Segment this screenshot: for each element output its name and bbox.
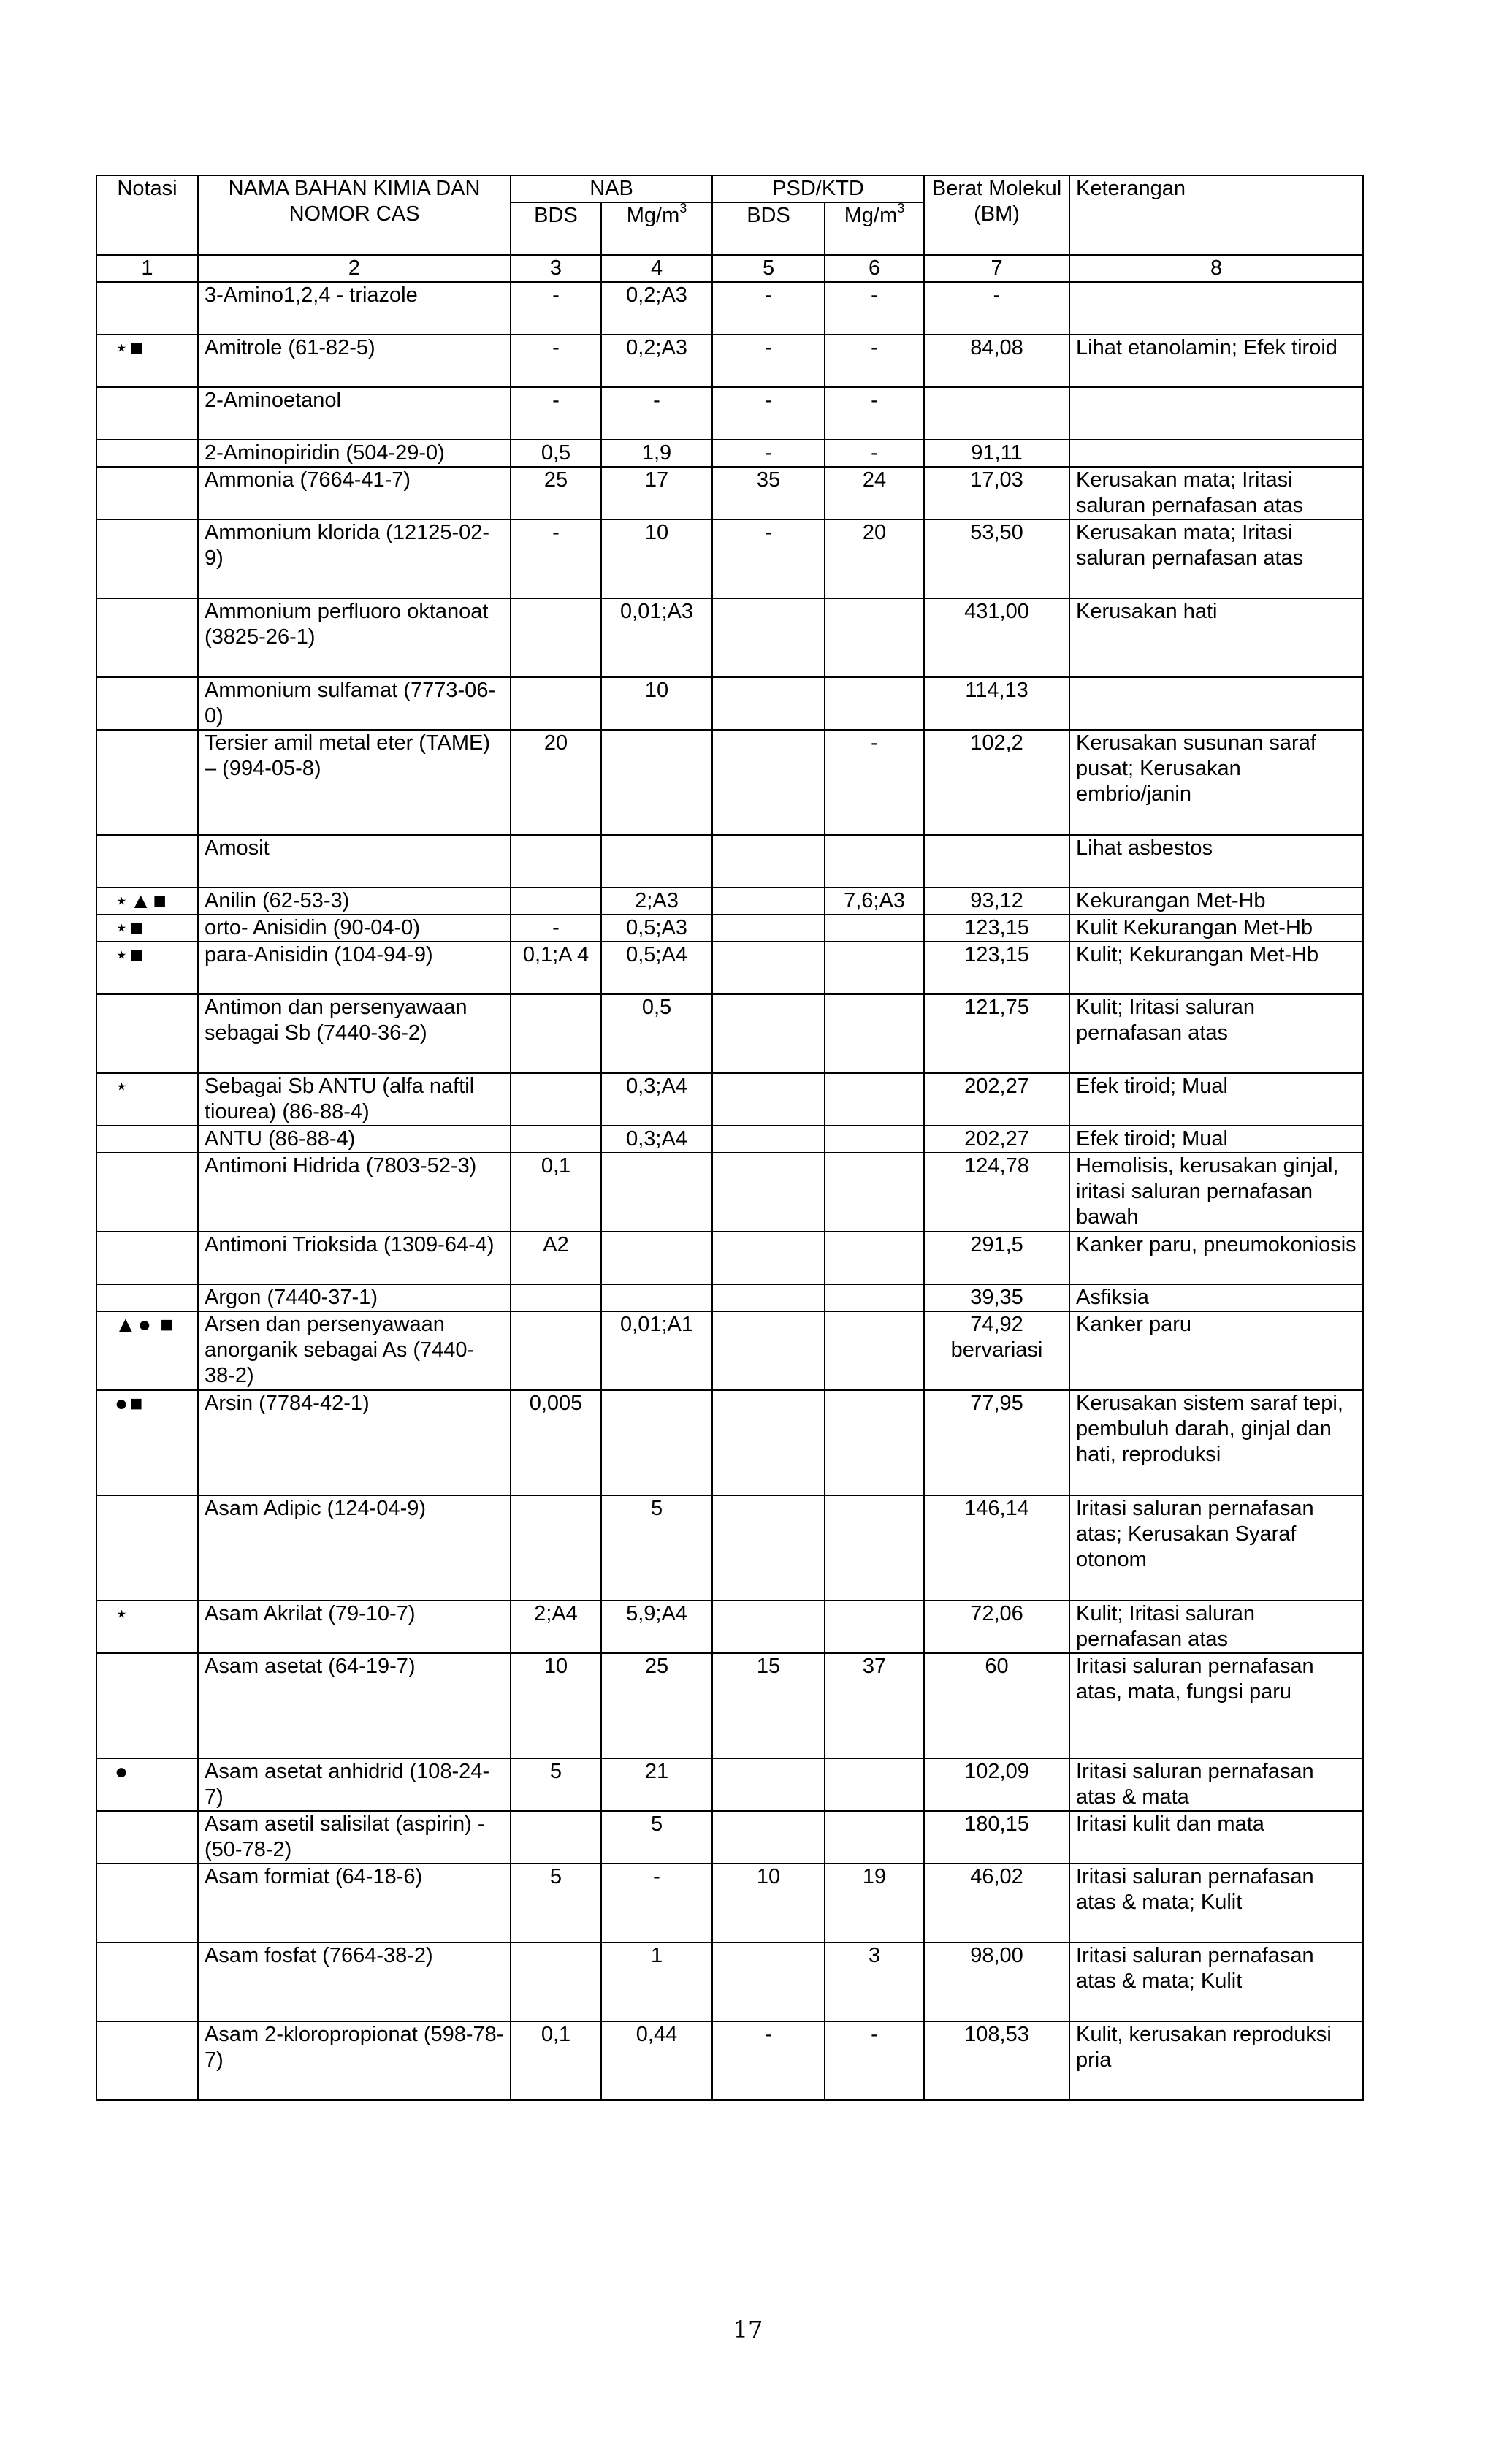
table-row (96, 1495, 1363, 1601)
molecular-weight: 91,11 (924, 440, 1069, 467)
notasi-symbols (96, 1495, 198, 1601)
table-row (96, 1232, 1363, 1284)
header-nama: NAMA BAHAN KIMIA DAN NOMOR CAS (198, 175, 511, 255)
header-psd: PSD/KTD (712, 175, 924, 202)
table-row (96, 915, 1363, 942)
psd-bds-value (712, 1942, 825, 2021)
psd-bds-value (712, 915, 825, 942)
column-number: 6 (825, 255, 924, 282)
notasi-symbols (96, 1864, 198, 1942)
nab-mgm-value: 0,2;A3 (601, 282, 712, 335)
molecular-weight: - (924, 282, 1069, 335)
table-row (96, 942, 1363, 994)
nab-mgm-value: 1 (601, 1942, 712, 2021)
notasi-symbols: ●■ (96, 1390, 198, 1495)
nab-bds-value (511, 1284, 601, 1311)
nab-mgm-value: 0,5;A3 (601, 915, 712, 942)
nab-bds-value (511, 677, 601, 730)
page-number: 17 (733, 2316, 763, 2343)
nab-bds-value: - (511, 915, 601, 942)
header-nab: NAB (511, 175, 712, 202)
molecular-weight (924, 387, 1069, 440)
psd-mgm-value: 7,6;A3 (825, 888, 924, 915)
notasi-symbols (96, 2021, 198, 2100)
table-row (96, 1390, 1363, 1495)
notasi-symbols: ⋆■ (96, 915, 198, 942)
keterangan-text: Kanker paru (1069, 1311, 1363, 1390)
psd-mgm-value (825, 942, 924, 994)
chemical-name: Ammonium perfluoro oktanoat (3825-26-1) (198, 598, 511, 677)
nab-bds-value (511, 994, 601, 1073)
keterangan-text: Iritasi kulit dan mata (1069, 1811, 1363, 1864)
molecular-weight: 74,92 bervariasi (924, 1311, 1069, 1390)
psd-bds-value (712, 994, 825, 1073)
notasi-symbols (96, 598, 198, 677)
molecular-weight: 93,12 (924, 888, 1069, 915)
column-number: 8 (1069, 255, 1363, 282)
table-row (96, 282, 1363, 335)
notasi-symbols (96, 1284, 198, 1311)
notasi-symbols: ▲● ■ (96, 1311, 198, 1390)
keterangan-text (1069, 282, 1363, 335)
header-berat-molekul: Berat Molekul (BM) (924, 175, 1069, 255)
table-row (96, 1284, 1363, 1311)
psd-mgm-value (825, 835, 924, 888)
nab-mgm-value: 0,3;A4 (601, 1073, 712, 1126)
keterangan-text: Iritasi saluran pernafasan atas & mata (1069, 1758, 1363, 1811)
nab-mgm-value: 0,01;A1 (601, 1311, 712, 1390)
psd-mgm-value: - (825, 387, 924, 440)
psd-bds-value (712, 1126, 825, 1153)
column-number: 2 (198, 255, 511, 282)
molecular-weight: 108,53 (924, 2021, 1069, 2100)
keterangan-text: Kulit, kerusakan reproduksi pria (1069, 2021, 1363, 2100)
notasi-symbols (96, 1126, 198, 1153)
chemical-name: Asam Adipic (124-04-9) (198, 1495, 511, 1601)
psd-mgm-value (825, 1073, 924, 1126)
table-row (96, 1758, 1363, 1811)
nab-bds-value (511, 1942, 601, 2021)
notasi-symbols (96, 1653, 198, 1758)
chemical-name: Asam asetat (64-19-7) (198, 1653, 511, 1758)
psd-mgm-value: - (825, 2021, 924, 2100)
chemical-exposure-table (96, 175, 1364, 2101)
nab-mgm-value: 2;A3 (601, 888, 712, 915)
psd-bds-value (712, 677, 825, 730)
keterangan-text: Iritasi saluran pernafasan atas & mata; Kulit (1069, 1864, 1363, 1942)
psd-bds-value (712, 1311, 825, 1390)
nab-mgm-value: 5 (601, 1811, 712, 1864)
keterangan-text (1069, 677, 1363, 730)
molecular-weight: 291,5 (924, 1232, 1069, 1284)
unit-superscript: 3 (679, 202, 687, 216)
molecular-weight: 84,08 (924, 335, 1069, 387)
nab-mgm-value: - (601, 387, 712, 440)
keterangan-text: Kekurangan Met-Hb (1069, 888, 1363, 915)
chemical-name: Antimoni Trioksida (1309-64-4) (198, 1232, 511, 1284)
nab-bds-value: 10 (511, 1653, 601, 1758)
unit-superscript: 3 (897, 202, 905, 216)
nab-bds-value (511, 1073, 601, 1126)
molecular-weight: 60 (924, 1653, 1069, 1758)
column-number: 1 (96, 255, 198, 282)
chemical-name: ANTU (86-88-4) (198, 1126, 511, 1153)
psd-bds-value (712, 1758, 825, 1811)
psd-mgm-value (825, 598, 924, 677)
psd-bds-value: - (712, 440, 825, 467)
molecular-weight: 146,14 (924, 1495, 1069, 1601)
psd-bds-value: - (712, 519, 825, 598)
nab-mgm-value: 0,44 (601, 2021, 712, 2100)
nab-mgm-value (601, 1153, 712, 1232)
psd-bds-value (712, 1153, 825, 1232)
psd-bds-value (712, 1073, 825, 1126)
notasi-symbols (96, 387, 198, 440)
psd-bds-value: - (712, 335, 825, 387)
nab-bds-value: 5 (511, 1758, 601, 1811)
chemical-name: Asam Akrilat (79-10-7) (198, 1601, 511, 1653)
molecular-weight: 114,13 (924, 677, 1069, 730)
psd-bds-value (712, 1601, 825, 1653)
psd-mgm-value (825, 1390, 924, 1495)
nab-mgm-value: 0,2;A3 (601, 335, 712, 387)
chemical-name: 2-Aminoetanol (198, 387, 511, 440)
table-row (96, 440, 1363, 467)
nab-mgm-value: 10 (601, 677, 712, 730)
psd-mgm-value: 24 (825, 467, 924, 519)
keterangan-text: Asfiksia (1069, 1284, 1363, 1311)
chemical-name: Arsin (7784-42-1) (198, 1390, 511, 1495)
keterangan-text: Kerusakan mata; Iritasi saluran pernafasan atas (1069, 519, 1363, 598)
psd-mgm-value: 20 (825, 519, 924, 598)
molecular-weight: 46,02 (924, 1864, 1069, 1942)
header-nab-bds: BDS (511, 202, 601, 255)
unit-label: Mg/m (844, 204, 898, 227)
notasi-symbols (96, 835, 198, 888)
nab-mgm-value: 5 (601, 1495, 712, 1601)
psd-bds-value: - (712, 387, 825, 440)
table-row (96, 1153, 1363, 1232)
notasi-symbols (96, 440, 198, 467)
notasi-symbols: ● (96, 1758, 198, 1811)
psd-bds-value (712, 888, 825, 915)
nab-bds-value: 2;A4 (511, 1601, 601, 1653)
psd-mgm-value: 19 (825, 1864, 924, 1942)
chemical-name: Asam formiat (64-18-6) (198, 1864, 511, 1942)
keterangan-text: Lihat asbestos (1069, 835, 1363, 888)
molecular-weight: 123,15 (924, 942, 1069, 994)
keterangan-text: Lihat etanolamin; Efek tiroid (1069, 335, 1363, 387)
keterangan-text: Iritasi saluran pernafasan atas, mata, fungsi paru (1069, 1653, 1363, 1758)
psd-mgm-value (825, 1311, 924, 1390)
psd-bds-value (712, 835, 825, 888)
chemical-name: Antimon dan persenyawaan sebagai Sb (7440-36-2) (198, 994, 511, 1073)
table-row (96, 598, 1363, 677)
psd-mgm-value (825, 994, 924, 1073)
psd-mgm-value (825, 1495, 924, 1601)
nab-bds-value (511, 888, 601, 915)
nab-bds-value (511, 1126, 601, 1153)
keterangan-text: Iritasi saluran pernafasan atas & mata; Kulit (1069, 1942, 1363, 2021)
psd-mgm-value: - (825, 282, 924, 335)
nab-mgm-value: 1,9 (601, 440, 712, 467)
nab-mgm-value: 25 (601, 1653, 712, 1758)
chemical-name: Arsen dan persenyawaan anorganik sebagai As (7440-38-2) (198, 1311, 511, 1390)
column-number: 5 (712, 255, 825, 282)
table-row (96, 2021, 1363, 2100)
keterangan-text: Hemolisis, kerusakan ginjal, iritasi saluran pernafasan bawah (1069, 1153, 1363, 1232)
psd-mgm-value (825, 1153, 924, 1232)
nab-mgm-value: 5,9;A4 (601, 1601, 712, 1653)
notasi-symbols (96, 730, 198, 835)
psd-bds-value: - (712, 2021, 825, 2100)
table-row (96, 1864, 1363, 1942)
psd-mgm-value (825, 1232, 924, 1284)
psd-bds-value (712, 1811, 825, 1864)
molecular-weight: 77,95 (924, 1390, 1069, 1495)
psd-bds-value: 35 (712, 467, 825, 519)
table-row (96, 519, 1363, 598)
molecular-weight: 102,2 (924, 730, 1069, 835)
nab-bds-value (511, 598, 601, 677)
psd-mgm-value (825, 1758, 924, 1811)
molecular-weight (924, 835, 1069, 888)
table-row (96, 677, 1363, 730)
chemical-name: Tersier amil metal eter (TAME) – (994-05-8) (198, 730, 511, 835)
molecular-weight: 431,00 (924, 598, 1069, 677)
nab-bds-value: 0,005 (511, 1390, 601, 1495)
nab-bds-value: 5 (511, 1864, 601, 1942)
notasi-symbols: ⋆■ (96, 335, 198, 387)
keterangan-text: Efek tiroid; Mual (1069, 1126, 1363, 1153)
keterangan-text: Efek tiroid; Mual (1069, 1073, 1363, 1126)
molecular-weight: 124,78 (924, 1153, 1069, 1232)
keterangan-text: Kerusakan hati (1069, 598, 1363, 677)
psd-mgm-value: 37 (825, 1653, 924, 1758)
psd-bds-value (712, 1284, 825, 1311)
notasi-symbols (96, 1811, 198, 1864)
nab-bds-value: 0,1;A 4 (511, 942, 601, 994)
psd-mgm-value: - (825, 440, 924, 467)
chemical-name: Sebagai Sb ANTU (alfa naftil tiourea) (86-88-4) (198, 1073, 511, 1126)
header-psd-bds: BDS (712, 202, 825, 255)
psd-mgm-value (825, 1811, 924, 1864)
unit-label: Mg/m (626, 204, 680, 227)
notasi-symbols: ⋆ (96, 1601, 198, 1653)
keterangan-text: Kulit; Iritasi saluran pernafasan atas (1069, 1601, 1363, 1653)
psd-mgm-value: - (825, 730, 924, 835)
molecular-weight: 72,06 (924, 1601, 1069, 1653)
table-row (96, 467, 1363, 519)
psd-bds-value: 10 (712, 1864, 825, 1942)
molecular-weight: 53,50 (924, 519, 1069, 598)
table-body (96, 282, 1363, 2100)
psd-bds-value (712, 1495, 825, 1601)
psd-mgm-value (825, 915, 924, 942)
notasi-symbols (96, 1153, 198, 1232)
column-number: 3 (511, 255, 601, 282)
psd-bds-value (712, 1390, 825, 1495)
table-header (96, 175, 1363, 282)
nab-mgm-value (601, 1232, 712, 1284)
chemical-name: Asam asetat anhidrid (108-24-7) (198, 1758, 511, 1811)
molecular-weight: 98,00 (924, 1942, 1069, 2021)
chemical-name: Argon (7440-37-1) (198, 1284, 511, 1311)
notasi-symbols: ⋆ (96, 1073, 198, 1126)
notasi-symbols (96, 677, 198, 730)
keterangan-text: Kanker paru, pneumokoniosis (1069, 1232, 1363, 1284)
header-keterangan: Keterangan (1069, 175, 1363, 255)
nab-bds-value: - (511, 387, 601, 440)
nab-mgm-value: 0,5;A4 (601, 942, 712, 994)
chemical-name: Asam asetil salisilat (aspirin) - (50-78-2) (198, 1811, 511, 1864)
nab-bds-value: 0,5 (511, 440, 601, 467)
chemical-name: 2-Aminopiridin (504-29-0) (198, 440, 511, 467)
table-row (96, 1126, 1363, 1153)
chemical-name: Antimoni Hidrida (7803-52-3) (198, 1153, 511, 1232)
nab-mgm-value (601, 730, 712, 835)
chemical-name: para-Anisidin (104-94-9) (198, 942, 511, 994)
nab-bds-value (511, 835, 601, 888)
table-row (96, 730, 1363, 835)
keterangan-text: Kerusakan sistem saraf tepi, pembuluh darah, ginjal dan hati, reproduksi (1069, 1390, 1363, 1495)
nab-mgm-value: - (601, 1864, 712, 1942)
table-row (96, 835, 1363, 888)
table-row (96, 387, 1363, 440)
nab-mgm-value: 0,3;A4 (601, 1126, 712, 1153)
keterangan-text (1069, 440, 1363, 467)
header-nab-mgm (601, 202, 712, 255)
chemical-name: Amitrole (61-82-5) (198, 335, 511, 387)
molecular-weight: 17,03 (924, 467, 1069, 519)
nab-bds-value (511, 1495, 601, 1601)
table-row (96, 335, 1363, 387)
psd-mgm-value (825, 1284, 924, 1311)
notasi-symbols (96, 1942, 198, 2021)
nab-bds-value: - (511, 519, 601, 598)
table-row (96, 1073, 1363, 1126)
psd-bds-value (712, 942, 825, 994)
molecular-weight: 39,35 (924, 1284, 1069, 1311)
header-psd-mgm (825, 202, 924, 255)
table-row (96, 1942, 1363, 2021)
molecular-weight: 202,27 (924, 1126, 1069, 1153)
nab-mgm-value: 0,01;A3 (601, 598, 712, 677)
chemical-name: orto- Anisidin (90-04-0) (198, 915, 511, 942)
psd-mgm-value (825, 1601, 924, 1653)
chemical-name: Ammonia (7664-41-7) (198, 467, 511, 519)
notasi-symbols (96, 994, 198, 1073)
keterangan-text: Kerusakan mata; Iritasi saluran pernafasan atas (1069, 467, 1363, 519)
table-row (96, 888, 1363, 915)
keterangan-text: Kulit; Kekurangan Met-Hb (1069, 942, 1363, 994)
psd-mgm-value: 3 (825, 1942, 924, 2021)
molecular-weight: 121,75 (924, 994, 1069, 1073)
nab-bds-value: 0,1 (511, 1153, 601, 1232)
nab-bds-value: 20 (511, 730, 601, 835)
nab-bds-value: - (511, 282, 601, 335)
notasi-symbols: ⋆■ (96, 942, 198, 994)
nab-mgm-value: 10 (601, 519, 712, 598)
keterangan-text: Iritasi saluran pernafasan atas; Kerusakan Syaraf otonom (1069, 1495, 1363, 1601)
column-number: 7 (924, 255, 1069, 282)
nab-mgm-value (601, 1390, 712, 1495)
notasi-symbols (96, 519, 198, 598)
chemical-name: Ammonium klorida (12125-02-9) (198, 519, 511, 598)
nab-mgm-value (601, 1284, 712, 1311)
nab-bds-value: 25 (511, 467, 601, 519)
psd-bds-value: 15 (712, 1653, 825, 1758)
chemical-name: 3-Amino1,2,4 - triazole (198, 282, 511, 335)
nab-mgm-value: 0,5 (601, 994, 712, 1073)
table-row (96, 1311, 1363, 1390)
chemical-name: Asam fosfat (7664-38-2) (198, 1942, 511, 2021)
chemical-name: Asam 2-kloropropionat (598-78-7) (198, 2021, 511, 2100)
molecular-weight: 102,09 (924, 1758, 1069, 1811)
header-notasi: Notasi (96, 175, 198, 255)
psd-bds-value: - (712, 282, 825, 335)
psd-mgm-value (825, 1126, 924, 1153)
chemical-name: Amosit (198, 835, 511, 888)
psd-bds-value (712, 1232, 825, 1284)
keterangan-text: Kerusakan susunan saraf pusat; Kerusakan embrio/janin (1069, 730, 1363, 835)
nab-mgm-value: 17 (601, 467, 712, 519)
nab-mgm-value (601, 835, 712, 888)
keterangan-text (1069, 387, 1363, 440)
nab-bds-value (511, 1311, 601, 1390)
notasi-symbols (96, 467, 198, 519)
table-row (96, 1811, 1363, 1864)
nab-bds-value: A2 (511, 1232, 601, 1284)
nab-bds-value: 0,1 (511, 2021, 601, 2100)
notasi-symbols (96, 282, 198, 335)
column-number: 4 (601, 255, 712, 282)
keterangan-text: Kulit; Iritasi saluran pernafasan atas (1069, 994, 1363, 1073)
keterangan-text: Kulit Kekurangan Met-Hb (1069, 915, 1363, 942)
psd-mgm-value (825, 677, 924, 730)
nab-mgm-value: 21 (601, 1758, 712, 1811)
notasi-symbols: ⋆▲■ (96, 888, 198, 915)
molecular-weight: 123,15 (924, 915, 1069, 942)
psd-bds-value (712, 598, 825, 677)
psd-mgm-value: - (825, 335, 924, 387)
nab-bds-value: - (511, 335, 601, 387)
chemical-name: Ammonium sulfamat (7773-06-0) (198, 677, 511, 730)
molecular-weight: 202,27 (924, 1073, 1069, 1126)
molecular-weight: 180,15 (924, 1811, 1069, 1864)
chemical-name: Anilin (62-53-3) (198, 888, 511, 915)
notasi-symbols (96, 1232, 198, 1284)
table-row (96, 1601, 1363, 1653)
nab-bds-value (511, 1811, 601, 1864)
table-row (96, 994, 1363, 1073)
psd-bds-value (712, 730, 825, 835)
table-row (96, 1653, 1363, 1758)
